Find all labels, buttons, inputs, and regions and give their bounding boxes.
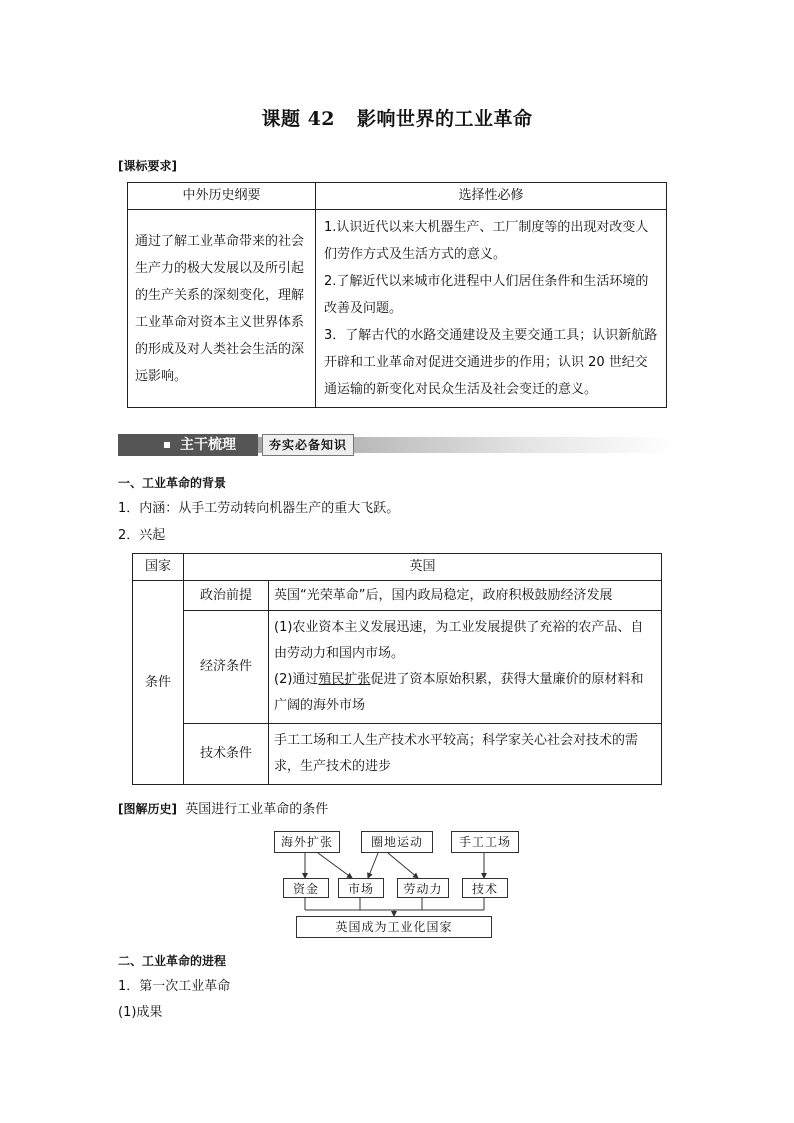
standards-header-left: 中外历史纲要 bbox=[128, 183, 316, 210]
diagram-box-market: 市场 bbox=[338, 878, 384, 898]
diagram-box-overseas-expansion: 海外扩张 bbox=[274, 831, 340, 853]
economy-point-1: (1)农业资本主义发展迅速，为工业发展提供了充裕的农产品、自由劳动力和国内市场。 bbox=[274, 620, 644, 661]
diagram-label-line bbox=[118, 800, 328, 819]
rise-row-text-technology: 手工工场和工人生产技术水平较高；科学家关心社会对技术的需求，生产技术的进步 bbox=[269, 724, 662, 785]
banner-title: 主干梳理 bbox=[180, 437, 236, 453]
standards-left-cell: 通过了解工业革命带来的社会生产力的极大发展以及所引起的生产关系的深刻变化，理解工业革命对资本主义世界体系的形成及对人类社会生活的深远影响。 bbox=[128, 210, 316, 408]
rise-header-country: 国家 bbox=[133, 554, 184, 581]
banner-square-icon bbox=[164, 442, 170, 448]
standards-header-right: 选择性必修 bbox=[316, 183, 667, 210]
arrow-enclosure-market bbox=[368, 853, 378, 878]
rise-header-britain: 英国 bbox=[184, 554, 662, 581]
diagram-box-technology: 技术 bbox=[462, 878, 508, 898]
rise-row-name-politics: 政治前提 bbox=[184, 581, 269, 611]
arrow-expansion-market bbox=[318, 853, 352, 878]
diagram-caption: 英国进行工业革命的条件 bbox=[185, 802, 329, 817]
section2-heading: 二、工业革命的进程 bbox=[118, 954, 227, 968]
standards-item-2: 2.了解近代以来城市化进程中人们居住条件和生活环境的改善及问题。 bbox=[324, 274, 649, 316]
economy-point-2 bbox=[274, 667, 656, 719]
section-banner bbox=[118, 434, 674, 456]
standards-table bbox=[127, 182, 667, 408]
standards-right-cell bbox=[316, 210, 667, 408]
diagram-box-result: 英国成为工业化国家 bbox=[296, 916, 492, 938]
rise-row-name-economy: 经济条件 bbox=[184, 611, 269, 724]
section2-item1: 1．第一次工业革命 bbox=[118, 979, 231, 994]
section1-heading: 一、工业革命的背景 bbox=[118, 476, 227, 490]
diagram-label: [图解历史] bbox=[118, 802, 177, 816]
section1-item1: 1．内涵：从手工劳动转向机器生产的重大飞跃。 bbox=[118, 501, 400, 516]
section2-sub1: (1)成果 bbox=[118, 1005, 163, 1020]
section1-item2: 2．兴起 bbox=[118, 528, 166, 543]
diagram-box-enclosure: 圈地运动 bbox=[361, 831, 433, 853]
lesson-number: 课题 42 bbox=[261, 108, 336, 130]
diagram-box-labor: 劳动力 bbox=[397, 878, 449, 898]
banner-subtitle: 夯实必备知识 bbox=[262, 434, 354, 456]
rise-row-text-economy bbox=[269, 611, 662, 724]
economy-point-2-a: (2)通过 bbox=[274, 672, 319, 687]
rise-row-name-technology: 技术条件 bbox=[184, 724, 269, 785]
rise-row-label: 条件 bbox=[133, 581, 184, 785]
diagram-box-workshop: 手工工场 bbox=[451, 831, 519, 853]
standards-item-3: 3．了解古代的水路交通建设及主要交通工具；认识新航路开辟和工业革命对促进交通进步的作用；认识 20 世纪交通运输的新变化对民众生活及社会变迁的意义。 bbox=[324, 328, 658, 397]
page-title bbox=[0, 104, 794, 131]
standards-item-1: 1.认识近代以来大机器生产、工厂制度等的出现对改变人们劳作方式及生活方式的意义。 bbox=[324, 220, 649, 262]
arrow-enclosure-labor bbox=[388, 853, 418, 878]
economy-point-2-underlined: 殖民扩张 bbox=[318, 672, 371, 687]
rise-row-text-politics: 英国“光荣革命”后，国内政局稳定，政府积极鼓励经济发展 bbox=[269, 581, 662, 611]
rise-table bbox=[132, 553, 662, 785]
standards-label: [课标要求] bbox=[118, 159, 177, 173]
diagram-box-capital: 资金 bbox=[283, 878, 329, 898]
lesson-title: 影响世界的工业革命 bbox=[357, 108, 533, 130]
economy-point-2-b: 促进了资本原始积累，获得大量廉价的原材料和广阔的海外市场 bbox=[274, 672, 644, 713]
